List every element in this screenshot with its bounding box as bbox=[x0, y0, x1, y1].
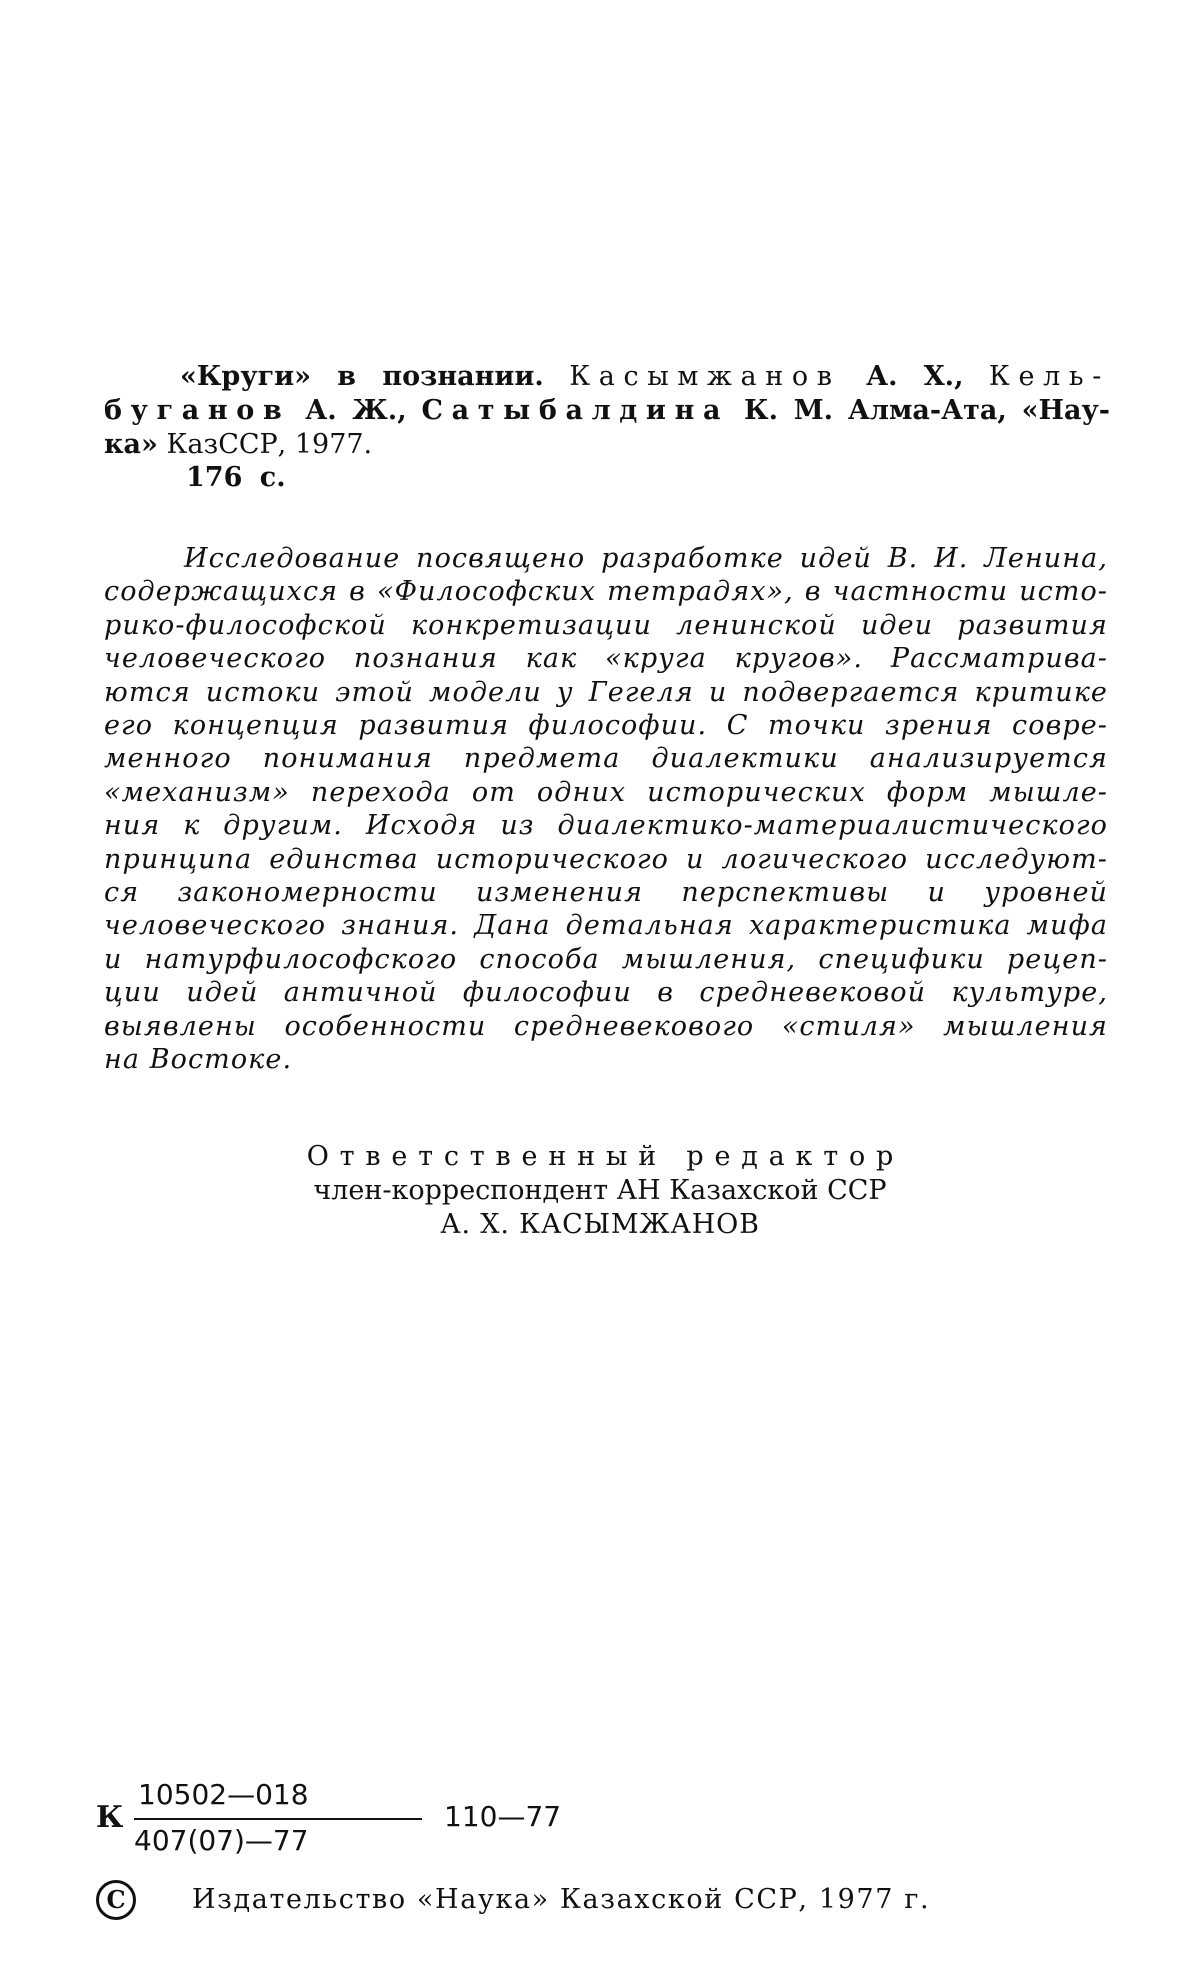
abstract-line: выявлены особенности средневекового «стиля» мышления bbox=[104, 1010, 1108, 1042]
catalog-denominator: 407(07)—77 bbox=[134, 1824, 309, 1857]
abstract-line: Исследование посвящено разработке идей В. И. Ленина, bbox=[184, 543, 1108, 574]
catalog-prefix: К bbox=[96, 1800, 124, 1835]
abstract-line: рико-философской конкретизации ленинской идеи развития bbox=[104, 609, 1108, 641]
region-year: КазССР, 1977. bbox=[166, 429, 373, 460]
editor-block bbox=[0, 1140, 1200, 1242]
publisher-name: ка» bbox=[104, 429, 158, 460]
abstract-line: ся закономерности изменения перспективы и уровней bbox=[104, 877, 1108, 909]
editor-name: А. Х. КАСЫМЖАНОВ bbox=[440, 1209, 760, 1240]
abstract-line: человеческого знания. Дана детальная характеристика мифа bbox=[104, 910, 1108, 942]
publication-city: Алма-Ата, bbox=[847, 395, 1007, 426]
copyright-line bbox=[96, 1880, 1146, 1930]
author-initials: А. Ж., bbox=[305, 395, 407, 426]
author-surname: Кель- bbox=[988, 361, 1110, 392]
author-initials: К. М. bbox=[744, 395, 834, 426]
editor-role: Ответственный редактор bbox=[306, 1141, 905, 1172]
abstract-line: менного понимания предмета диалектики анализируется bbox=[104, 743, 1108, 775]
author-surname: буганов bbox=[104, 395, 291, 426]
abstract-line: «механизм» перехода от одних исторических форм мышле- bbox=[104, 776, 1108, 808]
copyright-icon: C bbox=[96, 1880, 136, 1920]
biblio-line-2 bbox=[104, 394, 1110, 428]
copyright-text: Издательство «Наука» Казахской ССР, 1977 г. bbox=[192, 1884, 931, 1915]
abstract-line: ются истоки этой модели у Гегеля и подвергается критике bbox=[104, 676, 1108, 708]
abstract-line: ции идей античной философии в средневековой культуре, bbox=[104, 977, 1108, 1009]
abstract-line: ния к другим. Исходя из диалектико-материалистического bbox=[104, 810, 1108, 842]
abstract-line: содержащихся в «Философских тетрадях», в частности исто- bbox=[104, 576, 1108, 608]
publisher-name: «Нау- bbox=[1021, 395, 1110, 426]
catalog-number: 110—77 bbox=[444, 1800, 562, 1833]
author-initials: А. Х., bbox=[866, 361, 964, 392]
biblio-line-3 bbox=[104, 428, 1110, 462]
page-count: 176 с. bbox=[186, 462, 286, 493]
abstract-line: на Востоке. bbox=[104, 1044, 293, 1076]
catalog-numerator: 10502—018 bbox=[138, 1778, 309, 1811]
abstract-line: человеческого познания как «круга кругов». Рассматрива- bbox=[104, 643, 1108, 675]
biblio-line-1 bbox=[104, 360, 1110, 394]
abstract-line: принципа единства исторического и логического исследуют- bbox=[104, 843, 1108, 875]
bibliographic-record bbox=[104, 360, 1110, 462]
fraction-bar bbox=[134, 1818, 422, 1820]
editor-title: член-корреспондент АН Казахской ССР bbox=[313, 1175, 887, 1206]
abstract bbox=[104, 542, 1108, 1077]
abstract-line: и натурфилософского способа мышления, специфики рецеп- bbox=[104, 943, 1108, 975]
book-title: «Круги» в познании. bbox=[180, 361, 544, 392]
abstract-line: его концепция развития философии. С точки зрения совре- bbox=[104, 710, 1108, 742]
author-surname: Касымжанов bbox=[569, 361, 841, 392]
author-surname: Сатыбалдина bbox=[421, 395, 730, 426]
